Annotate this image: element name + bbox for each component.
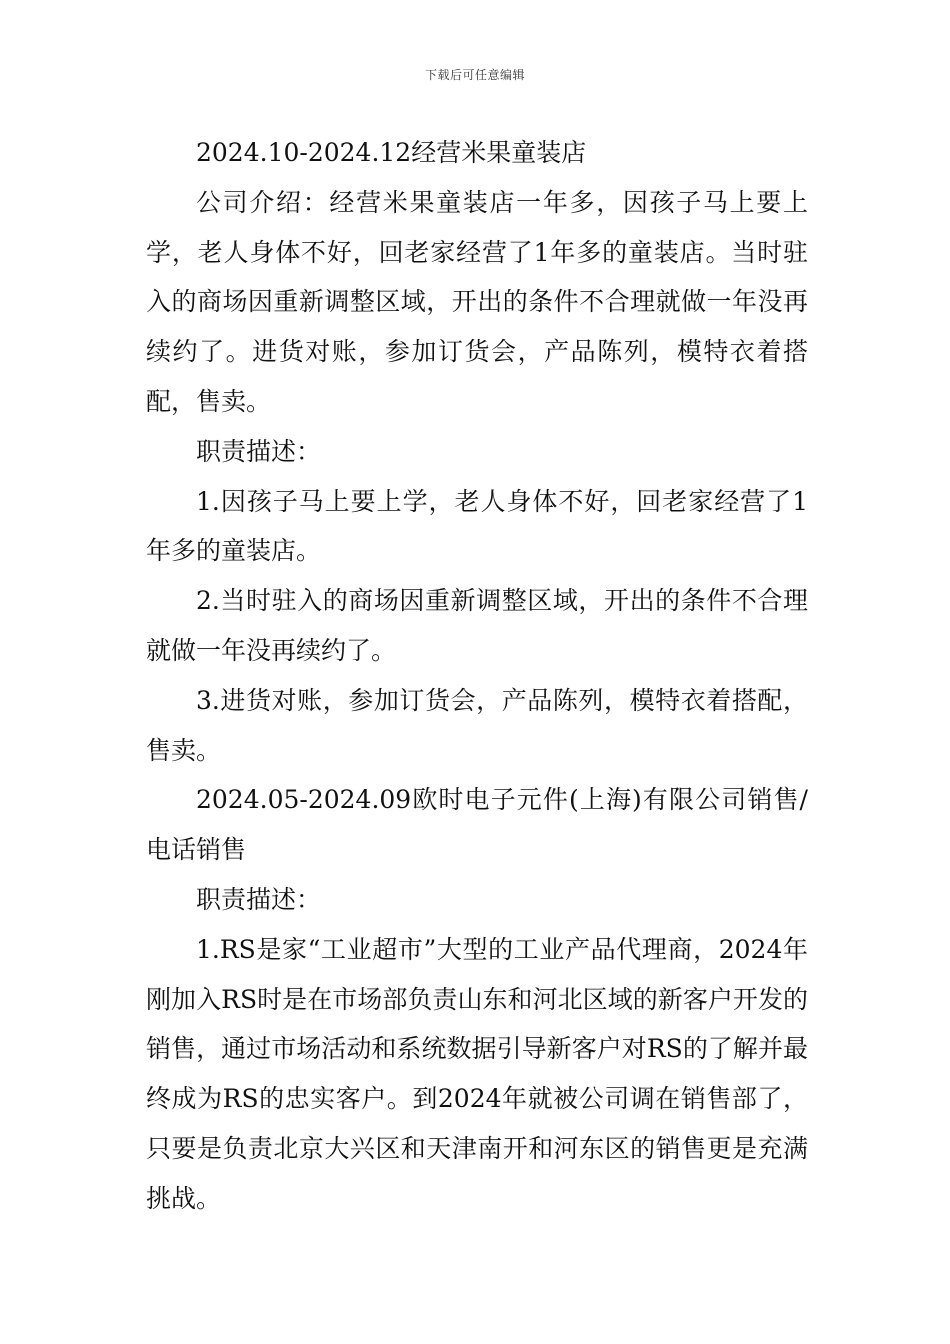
company-intro-paragraph: 公司介绍：经营米果童装店一年多，因孩子马上要上学，老人身体不好，回老家经营了1年多的童装店。当时驻入的商场因重新调整区域，开出的条件不合理就做一年没再续约了。进货对账，参加订货会，产品陈列，模特衣着搭配，售卖。 <box>146 187 808 416</box>
duties-heading: 职责描述： <box>196 436 322 466</box>
duties-heading: 职责描述： <box>196 884 322 914</box>
duty-item: 1.RS是家“工业超市”大型的工业产品代理商，2024年刚加入RS时是在市场部负责山东和河北区域的新客户开发的销售，通过市场活动和系统数据引导新客户对RS的了解并最终成为RS的忠实客户。到2024年就被公司调在销售部了，只要是负责北京大兴区和天津南开和河东区的销售更是充满挑战。 <box>146 934 808 1213</box>
duty-item: 3.进货对账，参加订货会，产品陈列，模特衣着搭配，售卖。 <box>146 685 808 765</box>
page-header-note: 下载后可任意编辑 <box>424 68 525 82</box>
duty-item: 1.因孩子马上要上学，老人身体不好，回老家经营了1年多的童装店。 <box>146 486 808 566</box>
document-body <box>146 128 808 1224</box>
job-title-paragraph: 2024.10-2024.12经营米果童装店 <box>196 138 587 167</box>
job-title-paragraph: 2024.05-2024.09欧时电子元件(上海)有限公司销售/电话销售 <box>146 785 808 865</box>
duty-item: 2.当时驻入的商场因重新调整区域，开出的条件不合理就做一年没再续约了。 <box>146 586 808 665</box>
